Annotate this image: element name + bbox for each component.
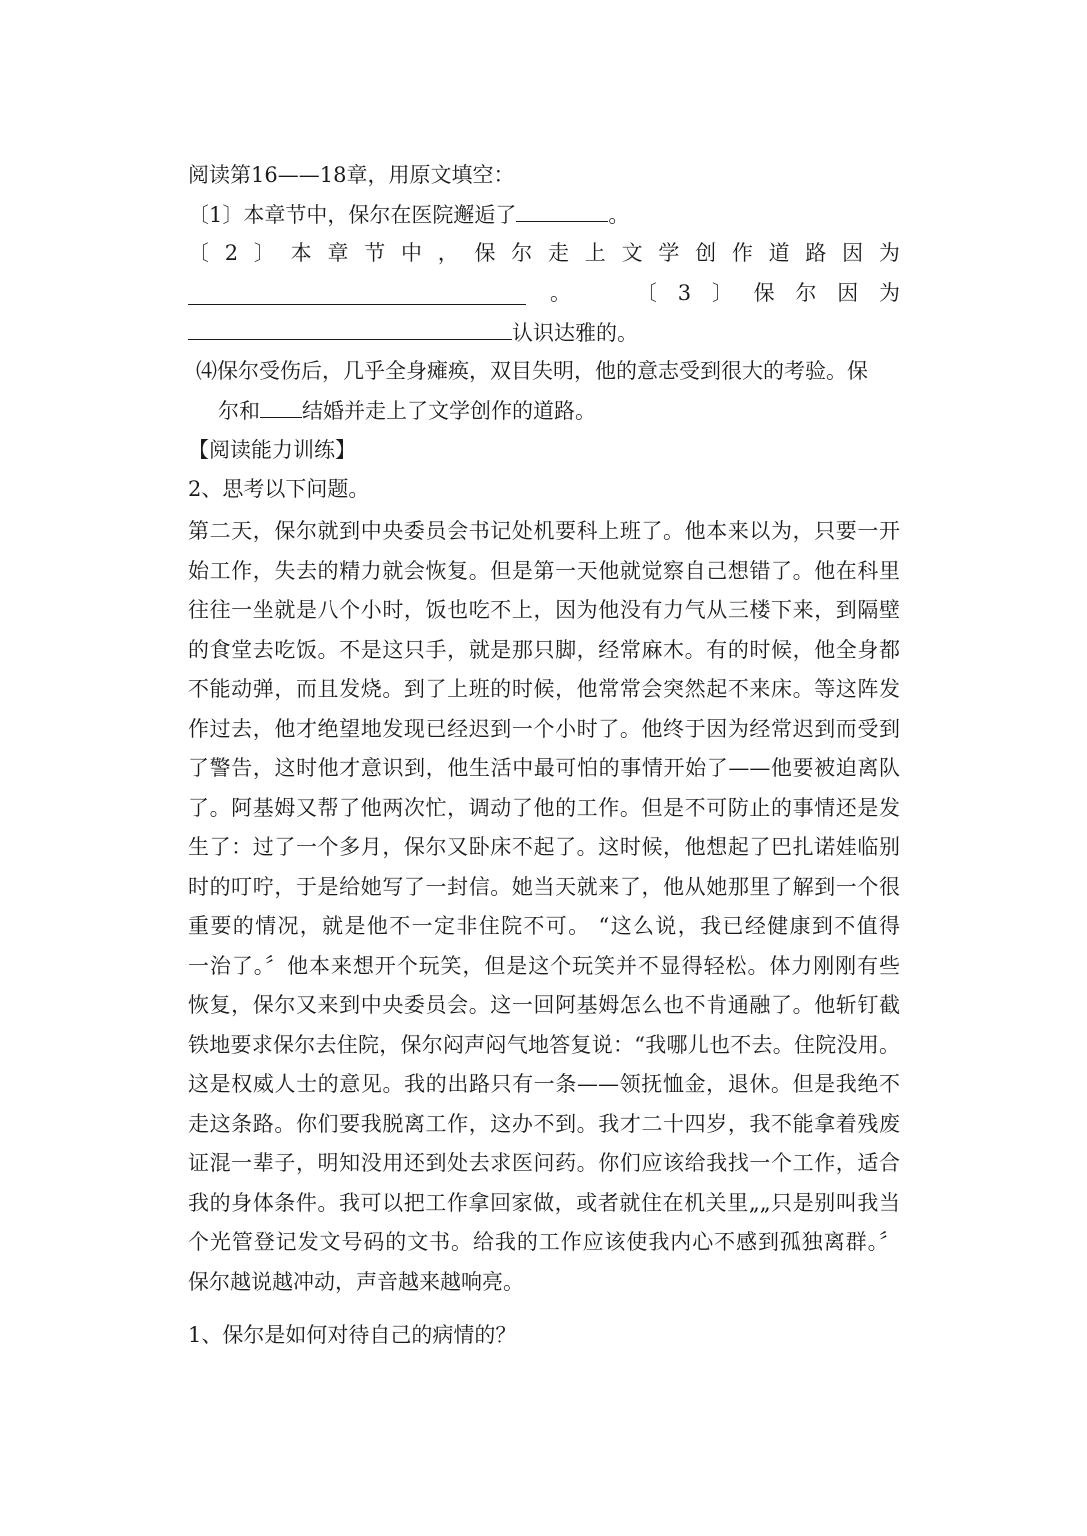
- task-heading: 2、思考以下问题。: [188, 477, 370, 501]
- reading-passage: [188, 512, 900, 1302]
- q3-char: 〔: [636, 281, 657, 305]
- passage-line: 一治了。〞他本来想开个玩笑，但是这个玩笑并不显得轻松。体力刚刚有些: [188, 953, 900, 978]
- question-2-blank[interactable]: [188, 282, 526, 305]
- q2-char: 走: [548, 241, 570, 265]
- q2-char: 节: [364, 241, 386, 265]
- question-4-suffix: 结婚并走上了文学创作的道路。: [302, 399, 596, 423]
- passage-line: 始工作，失去的精力就会恢复。但是第一天他就觉察自己想错了。他在科里: [188, 558, 900, 583]
- passage-line: 铁地要求保尔去住院，保尔闷声闷气地答复说：“我哪儿也不去。住院没用。: [188, 1032, 900, 1057]
- intro-line: 阅读第16——18章，用原文填空：: [188, 163, 515, 187]
- q3-char: 3: [677, 281, 692, 305]
- q2-char: 〔: [188, 241, 209, 265]
- q2-char: 章: [327, 241, 349, 265]
- section-title: 【阅读能力训练】: [188, 438, 356, 462]
- question-3-blank[interactable]: [188, 317, 512, 340]
- question-1-blank[interactable]: [516, 199, 608, 222]
- question-2-end: 。: [550, 281, 571, 305]
- question-4-line-2: [218, 395, 596, 425]
- q3-char: 〕: [711, 281, 733, 305]
- passage-line: 生了：过了一个多月，保尔又卧床不起了。这时候，他想起了巴扎诺娃临别: [188, 835, 900, 859]
- passage-line: 保尔越说越冲动，声音越来越响亮。: [188, 1269, 524, 1294]
- passage-line: 我的身体条件。我可以把工作拿回家做，或者就住在机关里„„只是别叫我当: [188, 1190, 900, 1215]
- question-1-prefix: 〔1〕本章节中，保尔在医院邂逅了: [188, 203, 517, 227]
- q2-char: 本: [290, 241, 312, 265]
- question-1: [188, 199, 629, 229]
- passage-line: 了。阿基姆又帮了他两次忙，调动了他的工作。但是不可防止的事情还是发: [188, 795, 900, 820]
- q2-char: 作: [731, 241, 753, 265]
- q2-char: 因: [842, 241, 864, 265]
- question-1-suffix: 。: [608, 203, 630, 227]
- q2-char: 学: [658, 241, 680, 265]
- question-2-3-line: [188, 278, 900, 308]
- passage-line: 这是权威人士的意见。我的出路只有一条——领抚恤金，退休。但是我绝不: [188, 1072, 900, 1096]
- passage-line: 证混一辈子，明知没用还到处去求医问药。你们应该给我找一个工作，适合: [188, 1151, 900, 1175]
- q3-char: 尔: [795, 281, 817, 305]
- passage-line: 了警告，这时他才意识到，他生活中最可怕的事情开始了——他要被迫离队: [188, 756, 900, 780]
- passage-line: 走这条路。你们要我脱离工作，这办不到。我才二十四岁，我不能拿着残废: [188, 1111, 900, 1136]
- question-3-line: [188, 317, 638, 347]
- q2-char: 路: [805, 241, 827, 265]
- q2-char: 创: [695, 241, 717, 265]
- q3-char: 保: [753, 281, 775, 305]
- passage-line: 不能动弹，而且发烧。到了上班的时候，他常常会突然起不来床。等这阵发: [188, 677, 900, 701]
- q2-char: ，: [437, 241, 459, 265]
- passage-line: 往往一坐就是八个小时，饭也吃不上，因为他没有力气从三楼下来，到隔壁: [188, 598, 900, 622]
- question-1-heading: 1、保尔是如何对待自己的病情的？: [188, 1323, 517, 1347]
- question-3-head: [636, 278, 900, 308]
- passage-line: 恢复，保尔又来到中央委员会。这一回阿基姆怎么也不肯通融了。他斩钉截: [188, 993, 900, 1017]
- passage-line: 作过去，他才绝望地发现已经迟到一个小时了。他终于因为经常迟到而受到: [188, 716, 900, 741]
- q2-char: 尔: [511, 241, 533, 265]
- question-4-line-1: ⑷保尔受伤后，几乎全身瘫痪，双目失明，他的意志受到很大的考验。保: [196, 359, 868, 383]
- q2-char: 〕: [253, 241, 275, 265]
- q2-char: 为: [878, 241, 900, 265]
- q3-char: 因: [837, 281, 859, 305]
- passage-line: 时的叮咛，于是给她写了一封信。她当天就来了，他从她那里了解到一个很: [188, 874, 900, 899]
- passage-line: 个光管登记发文号码的文书。给我的工作应该使我内心不感到孤独离群。〞: [188, 1230, 900, 1254]
- q2-char: 道: [768, 241, 790, 265]
- q3-char: 为: [878, 281, 900, 305]
- q2-char: 中: [400, 241, 422, 265]
- question-4-prefix: 尔和: [218, 399, 260, 423]
- question-3-suffix: 认识达雅的。: [512, 321, 638, 345]
- q2-char: 2: [224, 241, 239, 265]
- passage-line: 第二天，保尔就到中央委员会书记处机要科上班了。他本来以为，只要一开: [188, 519, 900, 543]
- question-2-line: [188, 238, 900, 268]
- q2-char: 上: [584, 241, 606, 265]
- q2-char: 保: [474, 241, 496, 265]
- passage-line: 的食堂去吃饭。不是这只手，就是那只脚，经常麻木。有的时候，他全身都: [188, 637, 900, 662]
- passage-line: 重要的情况，就是他不一定非住院不可。 “这么说，我已经健康到不值得: [188, 914, 900, 938]
- question-4-blank[interactable]: [260, 395, 302, 418]
- q2-char: 文: [621, 241, 643, 265]
